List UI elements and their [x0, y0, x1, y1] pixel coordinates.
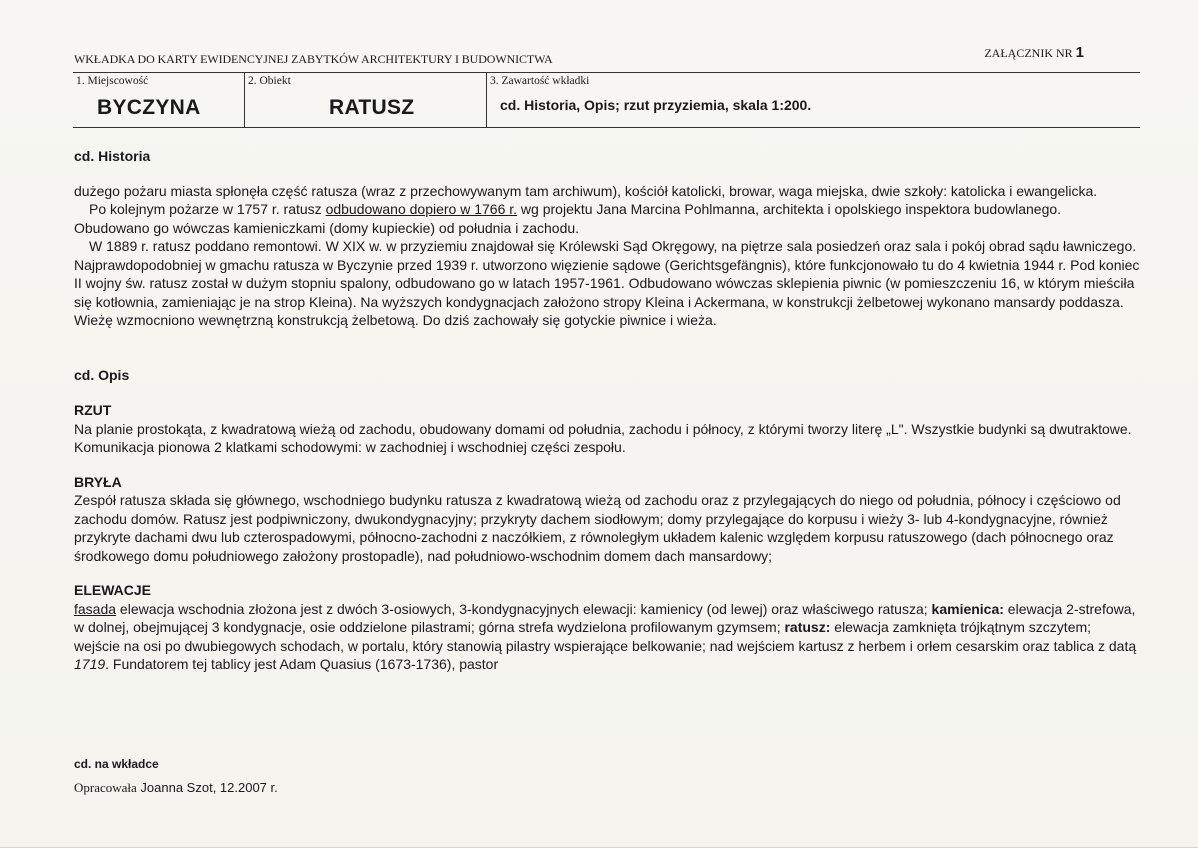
kamienica-term: kamienica:: [931, 600, 1004, 617]
contents-label: 3. Zawartość wkładki: [490, 75, 590, 87]
annex-label-text: ZAŁĄCZNIK NR: [984, 46, 1073, 60]
historia-paragraph-2: [74, 200, 1140, 237]
historia-p2-before: Po kolejnym pożarze w 1757 r. ratusz: [89, 201, 326, 217]
ratusz-term: ratusz:: [784, 619, 831, 635]
object-value: RATUSZ: [329, 96, 415, 119]
elewacje-text: [74, 600, 1140, 674]
elewacje-text-2: elewacja 2-strefowa, w dolnej, obejmującej 3 kondygnacje, osie oddzielone pilastrami; górna strefa wydzielona profilowanym gzymsem;: [74, 600, 1136, 635]
historia-paragraph-1: dużego pożaru miasta spłonęła część ratusza (wraz z przechowywanym tam archiwum), kościół katolicki, browar, waga miejska, dwie szkoły: katolicka i ewangelicka.: [74, 182, 1098, 199]
fasada-term: fasada: [74, 600, 117, 617]
continued-note: cd. na wkładce: [74, 757, 159, 771]
bryla-heading: BRYŁA: [74, 473, 122, 490]
historia-p2-underlined: odbudowano dopiero w 1766 r.: [325, 201, 518, 217]
annex-label: [984, 44, 1084, 61]
locality-value: BYCZYNA: [97, 96, 201, 119]
historia-p2-after: wg projektu Jana Marcina Pohlmanna, architekta i opolskiego inspektora budowlanego. Obudowano go wówczas kamieniczkami (domy kupieckie) od południa i zachodu.: [74, 201, 1062, 236]
elewacje-heading: ELEWACJE: [74, 582, 152, 598]
prepared-by: [74, 780, 278, 796]
contents-value: cd. Historia, Opis; rzut przyziemia, skala 1:200.: [500, 97, 812, 113]
elewacje-text-1: elewacja wschodnia złożona jest z dwóch 3-osiowych, 3-kondygnacyjnych elewacji: kamienicy (od lewej) oraz właściwego ratusza;: [116, 600, 932, 617]
locality-label: 1. Miejscowość: [76, 75, 149, 87]
document-body: [74, 147, 1140, 674]
annex-number: 1: [1075, 44, 1084, 61]
form-title: WKŁADKA DO KARTY EWIDENCYJNEJ ZABYTKÓW ARCHITEKTURY I BUDOWNICTWA: [74, 52, 553, 66]
prepared-name-date: Joanna Szot, 12.2007 r.: [136, 780, 278, 795]
contents-cell: [487, 73, 1140, 127]
historia-paragraph-3: W 1889 r. ratusz poddano remontowi. W XIX w. w przyziemiu znajdował się Królewski Sąd Okręgowy, na piętrze sala posiedzeń oraz sala i pokój obrad sądu ławniczego. Najprawdopodobniej w gmachu ratusza w Byczynie przed 1939 r. utworzono więzienie sądowe (Gerichtsgefängnis), które funkcjonowało tu do 4 kwietnia 1944 r. Pod koniec II wojny św. ratusz został w dużym stopniu spalony, odbudowano go w latach 1957-1961. Odbudowano wówczas sklepienia piwnic (w pomieszczeniu 16, w którym mieściła się kotłownia, zamieniając je na strop Kleina). Na wyższych kondygnacjach założono stropy Kleina i Ackermana, w konstrukcji żelbetowej wykonano mansardy poddasza. Wieżę wzmocniono wewnętrzną konstrukcją żelbetową. Do dziś zachowały się gotyckie piwnice i wieża.: [74, 238, 1140, 328]
bryla-text: Zespół ratusza składa się głównego, wschodniego budynku ratusza z kwadratową wieżą od zachodu oraz z przylegających do niego od południa, północy i częściowo od zachodu domów. Ratusz jest podpiwniczony, dwukondygnacyjny; przykryty dachem siodłowym; domy przylegające do korpusu i wieży 3- lub 4-kondygnacyjne, również przykryte dachami dwu lub czterospadowymi, północno-zachodni z naczółkiem, z równoległym układem kalenic względem korpusu ratuszowego (dach północnego oraz środkowego domu południowego założony prostopadle), nad południowo-wschodnim domem dach mansardowy;: [74, 492, 1121, 564]
locality-cell: [73, 73, 245, 127]
header-table: [73, 72, 1140, 128]
elewacje-text-4: . Fundatorem tej tablicy jest Adam Quasius (1673-1736), pastor: [105, 656, 499, 672]
rzut-text: Na planie prostokąta, z kwadratową wieżą od zachodu, obudowany domami od południa, zachodu i północy, z którymi tworzy literę „L". Wszystkie budynki są dwutraktowe. Komunikacja pionowa 2 klatkami schodowymi: w zachodniej i wschodniej części zespołu.: [74, 420, 1132, 455]
object-label: 2. Obiekt: [248, 75, 291, 87]
object-cell: [245, 73, 487, 127]
historia-heading: cd. Historia: [74, 148, 151, 164]
prepared-label: Opracowała: [74, 780, 137, 795]
rzut-heading: RZUT: [74, 402, 112, 418]
elewacje-text-3: elewacja zamknięta trójkątnym szczytem; wejście na osi po dwubiegowych schodach, w portalu, który stanowią pilastry wspierające belkowanie; nad wejściem kartusz z herbem i orłem cesarskim oraz tablica z datą: [74, 619, 1137, 654]
tablet-date: 1719: [74, 656, 106, 672]
opis-heading: cd. Opis: [74, 366, 130, 383]
